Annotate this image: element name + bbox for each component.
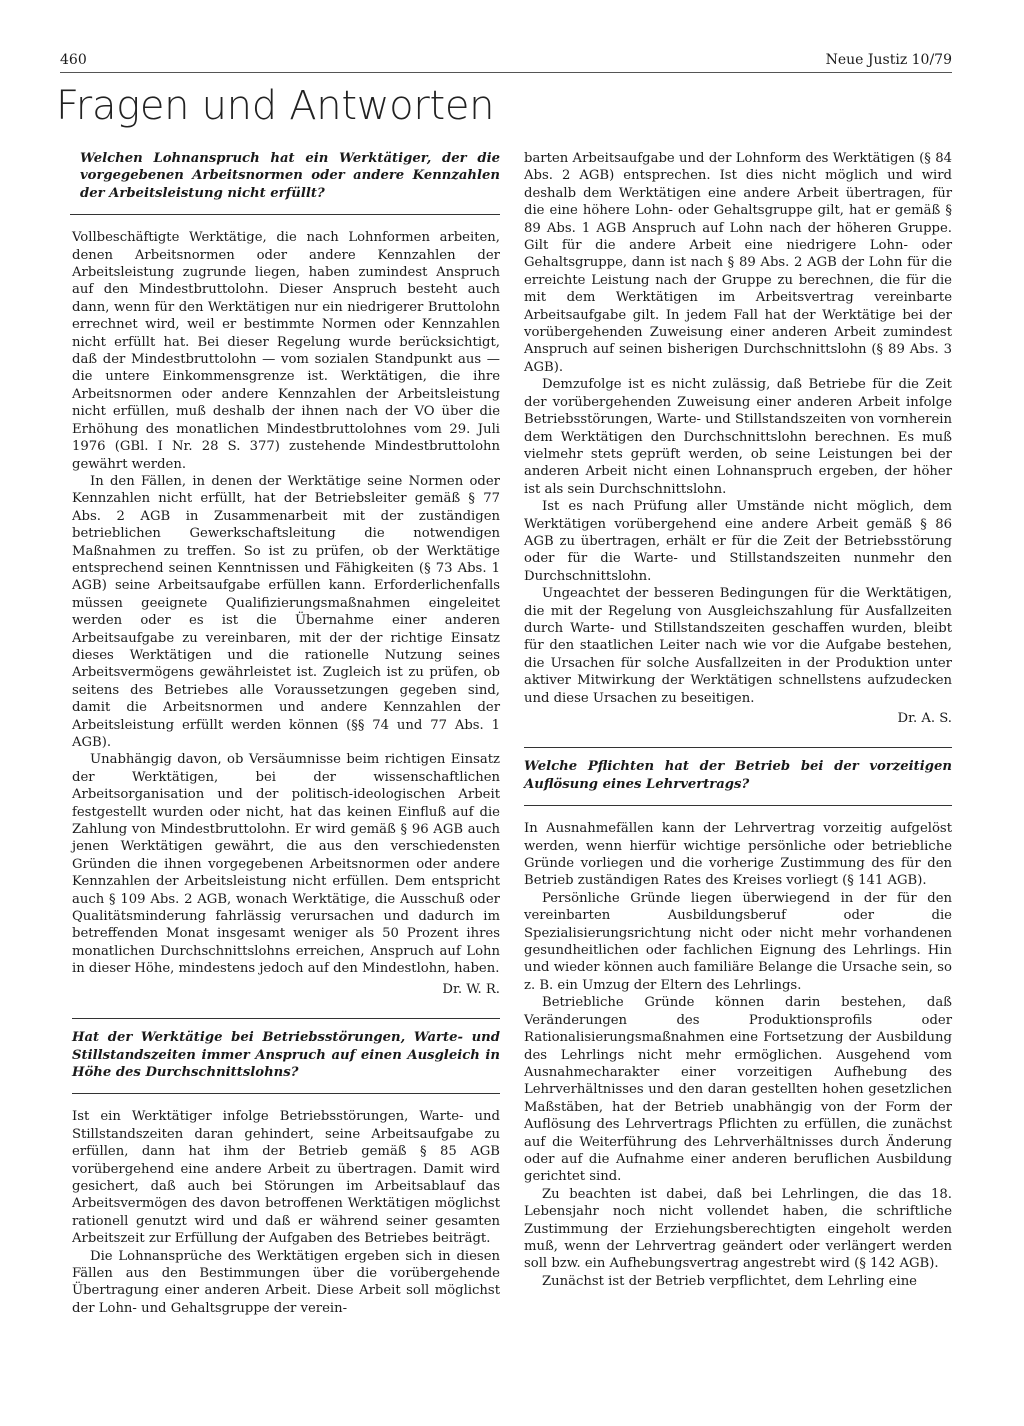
section-title: Fragen und Antworten: [56, 83, 495, 129]
question-2-rule: [72, 1093, 500, 1094]
answer-1-paragraph-1: Vollbeschäftigte Werktätige, die nach Lohnformen arbeiten, denen Arbeitsnormen oder andere Kennzahlen der Arbeitsleistung zugrunde liegen, haben zumindest Anspruch auf den Mindestbruttolohn. Dieser Anspruch besteht auch dann, wenn für den Werktätigen nur ein niedrigerer Bruttolohn errechnet wird, weil er bestimmte Normen oder Kennzahlen nicht erfüllt hat. Bei dieser Regelung wurde berücksichtigt, daß der Mindestbruttolohn — vom sozialen Standpunkt aus — die untere Einkommensgrenze ist. Werktätigen, die ihre Arbeitsnormen oder andere Kennzahlen der Arbeitsleistung nicht erfüllen, muß deshalb der ihnen nach der VO über die Erhöhung des monatlichen Mindestbruttolohnes vom 29. Juli 1976 (GBl. I Nr. 28 S. 377) zustehende Mindestbruttolohn gewährt werden.: [72, 230, 500, 472]
answer-3-paragraph-5: Zunächst ist der Betrieb verpflichtet, dem Lehrling eine: [542, 1273, 917, 1289]
answer-2-signature: Dr. A. S.: [897, 711, 952, 726]
question-2: Hat der Werktätige bei Betriebsstörungen, Warte- und Stillstandszeiten immer Anspruch auf einen Ausgleich in Höhe des Durchschnittslohns?: [72, 1030, 500, 1080]
right-column: [524, 150, 952, 1290]
question-1: Welchen Lohnanspruch hat ein Werktätiger, der die vorgegebenen Arbeitsnormen oder andere Kennzahlen der Arbeitsleistung nicht erfüllt?: [80, 151, 500, 201]
answer-3-paragraph-3: Betriebliche Gründe können darin bestehen, daß Veränderungen des Produktionsprofils oder Rationalisierungsmaßnahmen eine Fortsetzung der Ausbildung des Lehrlings nicht mehr ermöglichen. Ausgehend vom Ausnahmecharakter einer vorzeitigen Aufhebung des Lehrverhältnisses und den daran gestellten hohen gesetzlichen Maßstäben, hat der Betrieb unabhängig von der Form der Auflösung des Lehrvertrags Pflichten zu erfüllen, die zunächst auf die Weiterführung des Lehrverhältnisses durch Änderung oder auf die Aufnahme einer anderen beruflichen Ausbildung gerichtet sind.: [524, 995, 952, 1185]
answer-2-paragraph-4: Ist es nach Prüfung aller Umstände nicht möglich, dem Werktätigen vorübergehend eine andere Arbeit gemäß § 86 AGB zu übertragen, erhält er für die Zeit der Betriebsstörung oder für die Warte- und Stillstandszeiten nunmehr den Durchschnittslohn.: [524, 499, 952, 584]
question-3-rule: [524, 805, 952, 806]
answer-3-paragraph-1: In Ausnahmefällen kann der Lehrvertrag vorzeitig aufgelöst werden, wenn hierfür wichtige persönliche oder betriebliche Gründe vorliegen und die vorherige Zustimmung des für den Betrieb zuständigen Rates des Kreises vorliegt (§ 141 AGB).: [524, 821, 952, 889]
answer-3-paragraph-4: Zu beachten ist dabei, daß bei Lehrlingen, die das 18. Lebensjahr noch nicht vollendet haben, die schriftliche Zustimmung der Erziehungsberechtigten eingeholt werden muß, wenn der Lehrvertrag geändert oder verlängert werden soll bzw. ein Aufhebungsvertrag angestrebt wird (§ 142 AGB).: [524, 1186, 952, 1272]
answer-2-paragraph-3: Demzufolge ist es nicht zulässig, daß Betriebe für die Zeit der vorübergehenden Zuweisung einer anderen Arbeit infolge Betriebsstörungen, Warte- und Stillstandszeiten von vornherein dem Werktätigen den Durchschnittslohn berechnen. Es muß vielmehr stets geprüft werden, ob seine Leistungen bei der anderen Arbeit nicht einen Lohnanspruch ergeben, der höher ist als sein Durchschnittslohn.: [524, 377, 952, 497]
question-1-rule: [70, 214, 500, 215]
answer-2-paragraph-5: Ungeachtet der besseren Bedingungen für die Werktätigen, die mit der Regelung von Ausgleichszahlung für Ausfallzeiten durch Warte- und Stillstandszeiten geschaffen wurden, bleibt für den staatlichen Leiter nach wie vor die Aufgabe bestehen, die Ursachen für solche Ausfallzeiten in der Produktion unter aktiver Mitwirkung der Werktätigen schnellstens aufzudecken und diese Ursachen zu beseitigen.: [524, 586, 952, 706]
left-column: [72, 150, 500, 1317]
question-2-top-rule: [72, 1018, 500, 1019]
answer-1-paragraph-2: In den Fällen, in denen der Werktätige seine Normen oder Kennzahlen nicht erfüllt, hat der Betriebsleiter gemäß § 77 Abs. 2 AGB in Zusammenarbeit mit der zuständigen betrieblichen Gewerkschaftsleitung die notwendigen Maßnahmen zu treffen. So ist zu prüfen, ob der Werktätige entsprechend seinen Kenntnissen und Fähigkeiten (§ 73 Abs. 1 AGB) seine Arbeitsaufgabe erfüllen kann. Erforderlichenfalls müssen geeignete Qualifizierungsmaßnahmen eingeleitet werden oder es ist die Übernahme einer anderen Arbeitsaufgabe zu vereinbaren, mit der der richtige Einsatz dieses Werktätigen und die rationelle Nutzung seines Arbeitsvermögens gewährleistet ist. Zugleich ist zu prüfen, ob seitens des Betriebes alle Voraussetzungen gegeben sind, damit die Arbeitsnormen und andere Kennzahlen der Arbeitsleistung erfüllt werden können (§§ 74 und 77 Abs. 1 AGB).: [72, 473, 500, 750]
answer-3-paragraph-2: Persönliche Gründe liegen überwiegend in der für den vereinbarten Ausbildungsberuf oder die Spezialisierungsrichtung nicht oder nicht mehr vorhandenen gesundheitlichen oder fachlichen Eignung des Lehrlings. Hin und wieder können auch familiäre Belange die Ursache sein, so z. B. ein Umzug der Eltern des Lehrlings.: [524, 890, 952, 993]
answer-2-paragraph-1: Ist ein Werktätiger infolge Betriebsstörungen, Warte- und Stillstandszeiten daran gehindert, seine Arbeitsaufgabe zu erfüllen, dann hat ihm der Betrieb gemäß § 85 AGB vorübergehend eine andere Arbeit zu übertragen. Damit wird gesichert, daß auch bei Störungen im Arbeitsablauf das Arbeitsvermögen des davon betroffenen Werktätigen möglichst rationell genutzt wird und daß er während seiner gesamten Arbeitszeit zur Erfüllung der Aufgaben des Betriebes beiträgt.: [72, 1109, 500, 1247]
question-3-top-rule: [524, 747, 952, 748]
journal-issue: Neue Justiz 10/79: [825, 52, 952, 68]
answer-2-paragraph-2: Die Lohnansprüche des Werktätigen ergeben sich in diesen Fällen aus den Bestimmungen über die vorübergehende Übertragung einer anderen Arbeit. Diese Arbeit soll möglichst der Lohn- und Gehaltsgruppe der verein-: [72, 1248, 500, 1316]
question-3: Welche Pflichten hat der Betrieb bei der vorzeitigen Auflösung eines Lehrvertrags?: [524, 759, 952, 792]
answer-2-paragraph-2-continued: barten Arbeitsaufgabe und der Lohnform des Werktätigen (§ 84 Abs. 2 AGB) entsprechen. Ist dies nicht möglich und wird deshalb dem Werktätigen eine andere Arbeit übertragen, für die eine höhere Lohn- oder Gehaltsgruppe gilt, hat er gemäß § 89 Abs. 1 AGB Anspruch auf Lohn nach der höheren Gruppe. Gilt für die andere Arbeit eine niedrigere Lohn- oder Gehaltsgruppe, dann ist nach § 89 Abs. 2 AGB der Lohn für die erreichte Leistung nach der Gruppe zu berechnen, die für die mit dem Werktätigen im Arbeitsvertrag vereinbarte Arbeitsaufgabe gilt. In jedem Fall hat der Werktätige bei der vorübergehenden Zuweisung einer anderen Arbeit zumindest Anspruch auf seinen bisherigen Durchschnittslohn (§ 89 Abs. 3 AGB).: [524, 151, 952, 375]
header-rule: [60, 72, 952, 73]
page-header: [60, 52, 952, 72]
answer-1-paragraph-3: Unabhängig davon, ob Versäumnisse beim richtigen Einsatz der Werktätigen, bei der wissenschaftlichen Arbeitsorganisation und der politisch-ideologischen Arbeit festgestellt wurden oder nicht, hat das keinen Einfluß auf die Zahlung von Mindestbruttolohn. Er wird gemäß § 96 AGB auch jenen Werktätigen gewährt, die aus den verschiedensten Gründen die ihnen vorgegebenen Arbeitsnormen oder andere Kennzahlen der Arbeitsleistung nicht erfüllen. Dem entspricht auch § 109 Abs. 2 AGB, wonach Werktätige, die Ausschuß oder Qualitätsminderung fahrlässig verursachen und dadurch im betreffenden Monat insgesamt weniger als 50 Prozent ihres monatlichen Durchschnittslohns erreichen, Anspruch auf Lohn in dieser Höhe, mindestens jedoch auf den Mindestlohn, haben.: [72, 752, 500, 977]
page-number: 460: [60, 52, 87, 68]
answer-1-signature: Dr. W. R.: [442, 981, 500, 997]
